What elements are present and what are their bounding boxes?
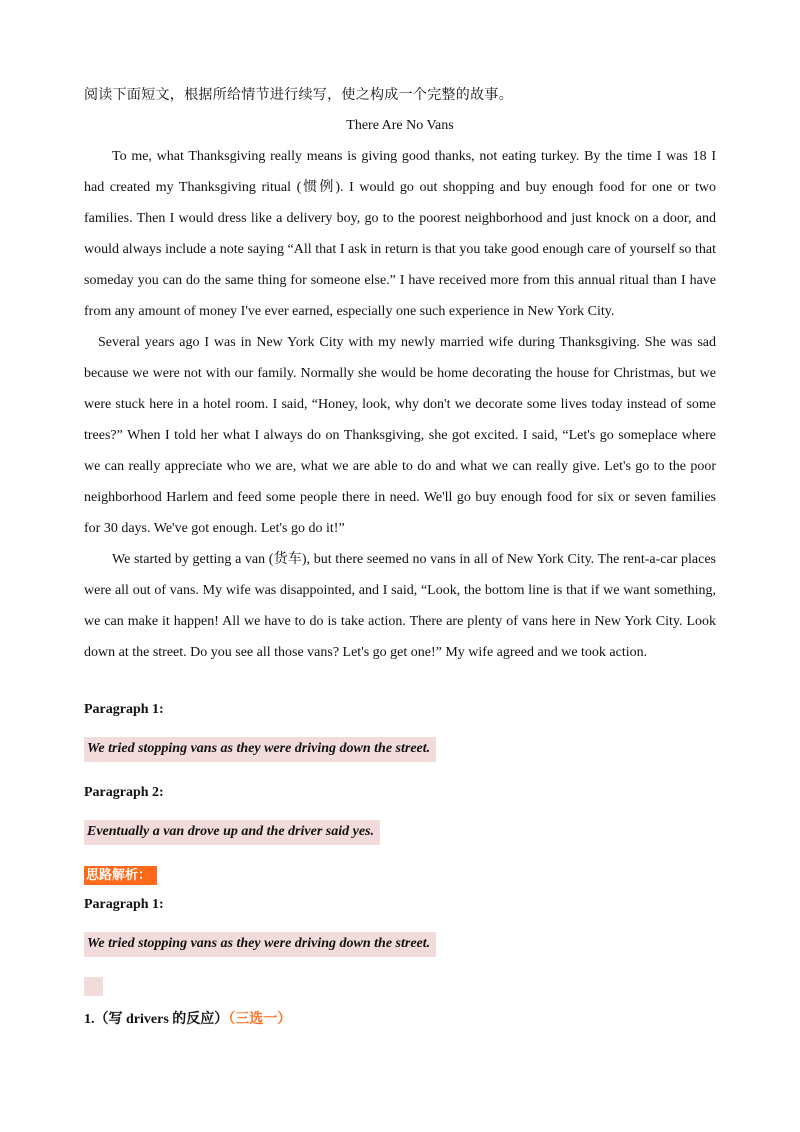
analysis-item-1: [84, 1010, 291, 1030]
story-paragraph-1: To me, what Thanksgiving really means is giving good thanks, not eating turkey. By the time I was 18 I had created my Thanksgiving ritual (惯例). I would go out shopping and buy enough food for one or two families. Then I would dress like a delivery boy, go to the poorest neighborhood and just knock on a door, and would always include a note saying “All that I ask in return is that you take good enough care of yourself so that someday you can do the same thing for someone else.” I have received more from this annual ritual than I have from any amount of money I've ever earned, especially one such experience in New York City.: [84, 149, 716, 319]
continuation-paragraph-2-prompt: Eventually a van drove up and the driver said yes.: [84, 820, 380, 845]
continuation-paragraph-2-label: Paragraph 2:: [84, 785, 164, 800]
continuation-paragraph-1-label: Paragraph 1:: [84, 702, 164, 717]
analysis-tag: 思路解析：: [84, 866, 157, 885]
story-paragraph-3: We started by getting a van (货车), but there seemed no vans in all of New York City. The rent-a-car places were all out of vans. My wife was disappointed, and I said, “Look, the bottom line is that if we want something, we can make it happen! All we have to do is take action. There are plenty of vans here in New York City. Look down at the street. Do you see all those vans? Let's go get one!” My wife agreed and we took action.: [84, 552, 716, 660]
story-title: There Are No Vans: [346, 118, 454, 133]
analysis-item-1-accent: （三选一）: [228, 1012, 292, 1027]
story-body: [84, 141, 716, 668]
analysis-item-1-text: 1.（写 drivers 的反应）: [84, 1012, 229, 1027]
continuation-paragraph-1-prompt: We tried stopping vans as they were driving down the street.: [84, 737, 436, 762]
analysis-paragraph-1-label: Paragraph 1:: [84, 897, 164, 912]
analysis-paragraph-1-prompt: We tried stopping vans as they were driving down the street.: [84, 932, 436, 957]
empty-highlight-box: [84, 977, 103, 996]
story-paragraph-2: Several years ago I was in New York City with my newly married wife during Thanksgiving. She was sad because we were not with our family. Normally she would be home decorating the house for Christmas, but we were stuck here in a hotel room. I said, “Honey, look, why don't we decorate some lives today instead of some trees?” When I told her what I always do on Thanksgiving, she got excited. I said, “Let's go someplace where we can really appreciate who we are, what we are able to do and what we can really give. Let's go to the poor neighborhood Harlem and feed some people there in need. We'll go buy enough food for six or seven families for 30 days. We've got enough. Let's go do it!”: [84, 335, 716, 536]
instruction-text: 阅读下面短文，根据所给情节进行续写，使之构成一个完整的故事。: [84, 88, 513, 103]
